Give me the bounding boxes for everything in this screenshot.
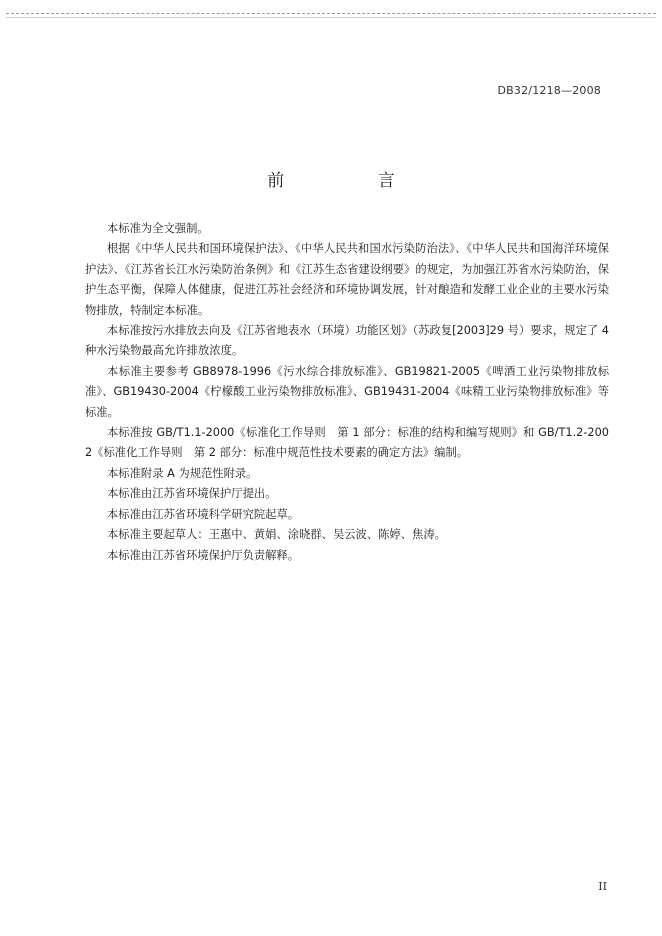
page-number: II xyxy=(598,880,607,893)
page-title: 前 言 xyxy=(267,171,439,191)
paragraph-drafting-org: 本标准由江苏省环境科学研究院起草。 xyxy=(107,507,300,521)
paragraph-drafters: 本标准主要起草人：王惠中、黄娟、涂晓群、吴云波、陈婷、焦涛。 xyxy=(107,528,446,542)
paragraph-proposer: 本标准由江苏省环境保护厅提出。 xyxy=(107,487,277,501)
paragraph-legal-basis: 根据《中华人民共和国环境保护法》、《中华人民共和国水污染防治法》、《中华人民共和国海洋环境保护法》、《江苏省长江水污染防治条例》和《江苏生态省建设纲要》的规定，为加强江苏省水污染防治，保护生态平衡，保障人体健康，促进江苏社会经济和环境协调发展，针对酿造和发酵工业企业的主要水污染物排放，特制定本标准。 xyxy=(85,242,609,317)
paragraph-mandatory: 本标准为全文强制。 xyxy=(107,222,209,235)
paragraph-interpretation: 本标准由江苏省环境保护厅负责解释。 xyxy=(107,548,300,562)
paragraph-drafting-rules: 本标准按 GB/T1.1-2000《标准化工作导则 第 1 部分：标准的结构和编写规则》和 GB/T1.2-2002《标准化工作导则 第 2 部分：标准中规范性技术要素的确定方法》编制。 xyxy=(85,426,609,460)
paragraph-appendix: 本标准附录 A 为规范性附录。 xyxy=(107,466,258,480)
top-border-rule-secondary xyxy=(6,17,656,18)
top-border-rule xyxy=(6,13,656,14)
paragraph-discharge-requirements: 本标准按污水排放去向及《江苏省地表水（环境）功能区划》（苏政复[2003]29 号）要求，规定了 4 种水污染物最高允许排放浓度。 xyxy=(85,324,609,358)
standard-number: DB32/1218—2008 xyxy=(497,84,601,97)
foreword-body xyxy=(85,219,609,566)
paragraph-references: 本标准主要参考 GB8978-1996《污水综合排放标准》、GB19821-2005《啤酒工业污染物排放标准》、GB19430-2004《柠檬酸工业污染物排放标准》、GB19431-2004《味精工业污染物排放标准》等标准。 xyxy=(85,364,609,419)
